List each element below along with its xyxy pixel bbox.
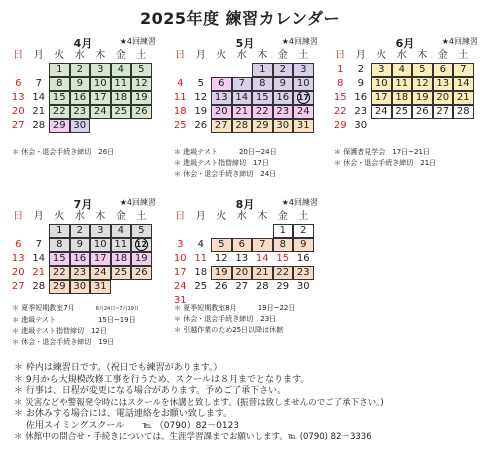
day-cell: 17 [90, 91, 111, 105]
month-may [170, 35, 320, 133]
day-cell: 8 [337, 78, 344, 89]
day-cell: 2 [273, 63, 294, 77]
day-cell: 10 [90, 77, 111, 91]
day-cell: 12 [131, 238, 152, 252]
day-cell: 3 [90, 63, 111, 77]
day-cell: 18 [194, 267, 208, 278]
day-cell: 28 [255, 281, 269, 292]
weekday-label: 日 [175, 211, 186, 222]
day-cell: 30 [70, 280, 91, 294]
weekday-label: 月 [355, 50, 366, 61]
day-cell: 15 [49, 91, 70, 105]
day-cell: 20 [11, 106, 25, 117]
day-cell: 13 [211, 91, 232, 105]
day-cell: 23 [354, 106, 368, 117]
month-practice-note: ★4回練習 [281, 37, 318, 46]
day-cell: 19 [131, 252, 152, 266]
day-cell: 4 [177, 78, 184, 89]
day-cell: 25 [111, 105, 132, 119]
weekday-label: 日 [175, 50, 186, 61]
month-april [8, 35, 158, 133]
footer-note: ＊ 災害などや警報発令時にはスクールを休講と致します。(振替は致しませんのでご了承下さい。) [14, 397, 384, 408]
day-cell: 11 [111, 238, 132, 252]
day-cell: 13 [11, 92, 25, 103]
day-cell: 2 [70, 63, 91, 77]
weekday-label: 火 [54, 211, 65, 222]
day-cell: 22 [333, 106, 347, 117]
day-cell: 6 [232, 238, 253, 252]
day-cell: 1 [252, 63, 273, 77]
day-cell: 24 [90, 266, 111, 280]
day-cell: 10 [371, 77, 392, 91]
footer-note: ＊ 休館中の問合せ・手続きについては、生涯学習課までお願いします。℡ (0790) 82－3336 [14, 432, 372, 442]
note-item: ＊ 保護者見学会 17日~21日 [334, 148, 430, 156]
note-item: ＊ 休会・退会手続き締切 21日 [334, 159, 437, 167]
weekday-label: 土 [136, 50, 147, 61]
day-cell: 15 [276, 253, 290, 264]
day-cell: 30 [70, 119, 91, 133]
june-notes [334, 147, 436, 169]
day-cell: 6 [433, 63, 454, 77]
day-cell: 3 [177, 239, 184, 250]
month-name: 7月 [73, 198, 93, 211]
day-cell: 22 [49, 105, 70, 119]
day-cell: 22 [273, 266, 294, 280]
day-cell: 21 [252, 266, 273, 280]
day-cell: 18 [173, 106, 187, 117]
day-cell: 27 [11, 281, 25, 292]
day-cell: 5 [412, 63, 433, 77]
day-cell: 26 [131, 105, 152, 119]
day-cell: 14 [32, 253, 46, 264]
month-practice-note: ★4回練習 [119, 37, 156, 46]
day-cell: 19 [131, 91, 152, 105]
day-cell: 25 [111, 266, 132, 280]
day-cell: 24 [90, 105, 111, 119]
weekday-label: 月 [195, 211, 206, 222]
day-cell: 14 [255, 253, 269, 264]
day-cell: 29 [252, 119, 273, 133]
month-name: 5月 [235, 37, 255, 50]
footer-note: ＊ お休みする場合には、電話連絡をお願い致します。 [14, 409, 233, 419]
day-cell: 30 [354, 120, 368, 131]
day-cell: 24 [371, 105, 392, 119]
weekday-label: 金 [115, 50, 126, 61]
footer-note: ＊ 行事は、日程が変更になる場合があります。予めご了承下さい。 [14, 386, 287, 396]
day-cell: 20 [211, 105, 232, 119]
day-cell: 15 [333, 92, 347, 103]
day-cell: 28 [453, 105, 474, 119]
day-cell: 23 [273, 105, 294, 119]
day-cell: 8 [49, 238, 70, 252]
day-cell: 3 [90, 224, 111, 238]
day-cell: 13 [433, 77, 454, 91]
day-cell: 27 [11, 120, 25, 131]
weekday-label: 木 [95, 50, 106, 61]
day-cell: 7 [453, 63, 474, 77]
note-item: ＊ 進級テスト 20日~24日 [174, 148, 277, 156]
weekday-label: 土 [458, 50, 469, 61]
day-cell: 2 [293, 224, 314, 238]
day-cell: 23 [293, 266, 314, 280]
day-cell: 30 [296, 281, 310, 292]
note-item: ＊ 休会・退会手続き締切 26日 [12, 148, 115, 156]
weekday-label: 火 [216, 211, 227, 222]
day-cell: 1 [49, 63, 70, 77]
month-june [330, 35, 480, 133]
weekday-label: 木 [417, 50, 428, 61]
day-cell: 13 [11, 253, 25, 264]
note-item: ＊ 進級テスト指替締切 17日 [174, 159, 269, 167]
day-cell: 4 [111, 224, 132, 238]
day-cell: 16 [70, 252, 91, 266]
day-cell: 29 [49, 280, 70, 294]
day-cell: 5 [211, 238, 232, 252]
day-cell: 2 [70, 224, 91, 238]
day-cell: 8 [273, 238, 294, 252]
note-item: ＊ 引越作業のため25日以降は休館 [174, 326, 284, 334]
day-cell: 30 [273, 119, 294, 133]
day-cell: 29 [276, 281, 290, 292]
note-item: ＊ 休会・退会手続き締切 19日 [12, 338, 115, 346]
weekday-label: 土 [298, 211, 309, 222]
day-cell: 27 [235, 281, 249, 292]
may-notes [174, 147, 277, 180]
day-cell: 7 [35, 78, 42, 89]
day-cell: 9 [293, 238, 314, 252]
day-cell: 27 [211, 119, 232, 133]
day-cell: 5 [197, 78, 204, 89]
day-cell: 5 [131, 63, 152, 77]
weekday-label: 土 [136, 211, 147, 222]
weekday-label: 木 [257, 50, 268, 61]
day-cell: 16 [70, 91, 91, 105]
day-cell: 2 [357, 64, 364, 75]
day-cell: 6 [211, 77, 232, 91]
day-cell: 8 [252, 77, 273, 91]
weekday-label: 火 [54, 50, 65, 61]
month-practice-note: ★4回練習 [119, 198, 156, 207]
weekday-label: 木 [95, 211, 106, 222]
day-cell: 20 [232, 266, 253, 280]
day-cell: 9 [70, 238, 91, 252]
day-cell: 10 [293, 77, 314, 91]
day-cell: 14 [32, 92, 46, 103]
weekday-label: 金 [437, 50, 448, 61]
august-notes [174, 303, 295, 336]
month-practice-note: ★4回練習 [281, 198, 318, 207]
day-cell: 16 [273, 91, 294, 105]
weekday-label: 月 [33, 211, 44, 222]
day-cell: 11 [392, 77, 413, 91]
day-cell: 4 [111, 63, 132, 77]
day-cell: 29 [333, 120, 347, 131]
weekday-label: 日 [13, 211, 24, 222]
day-cell: 10 [173, 253, 187, 264]
month-july [8, 196, 158, 294]
weekday-label: 水 [74, 211, 85, 222]
day-cell: 22 [252, 105, 273, 119]
day-cell: 26 [412, 105, 433, 119]
day-cell: 24 [173, 281, 187, 292]
day-cell: 19 [412, 91, 433, 105]
weekday-label: 土 [298, 50, 309, 61]
footer-note: ＊ 枠内は練習日です。（祝日でも練習があります。） [14, 363, 223, 373]
day-cell: 1 [49, 224, 70, 238]
day-cell: 25 [194, 281, 208, 292]
day-cell: 20 [11, 267, 25, 278]
footer-note: 佐用スイミングスクール ℡ （0790）82－0123 [14, 420, 240, 431]
day-cell: 1 [337, 64, 344, 75]
page-title: 2025年度 練習カレンダー [139, 9, 341, 28]
day-cell: 31 [293, 119, 314, 133]
day-cell: 16 [296, 253, 310, 264]
day-cell: 29 [49, 119, 70, 133]
note-item: ＊ 休会・退会手続き締切 23日 [174, 315, 277, 323]
day-cell: 23 [70, 105, 91, 119]
weekday-label: 日 [335, 50, 346, 61]
day-cell: 19 [194, 106, 208, 117]
day-cell: 9 [357, 78, 364, 89]
day-cell: 26 [214, 281, 228, 292]
note-item: ＊ 休会・退会手続き締切 24日 [174, 170, 277, 178]
day-cell: 17 [371, 91, 392, 105]
note-item: ＊ 夏季短期教室7月 6月24日~7月19日 [12, 304, 139, 312]
july-notes [12, 303, 139, 348]
weekday-label: 火 [376, 50, 387, 61]
weekday-label: 水 [236, 211, 247, 222]
weekday-label: 金 [277, 211, 288, 222]
day-cell: 31 [90, 280, 111, 294]
note-item: ＊ 進級テスト指替締切 12日 [12, 327, 107, 335]
april-notes [12, 147, 114, 158]
day-cell: 15 [252, 91, 273, 105]
note-item: ＊ 夏季短期教室8月 19日~22日 [174, 304, 296, 312]
day-cell: 17 [293, 91, 314, 105]
day-cell: 15 [49, 252, 70, 266]
day-cell: 9 [70, 77, 91, 91]
day-cell: 11 [111, 77, 132, 91]
day-cell: 12 [214, 253, 228, 264]
day-cell: 26 [194, 120, 208, 131]
month-practice-note: ★4回練習 [441, 37, 478, 46]
day-cell: 31 [173, 295, 187, 306]
footer-notes [14, 363, 384, 444]
day-cell: 18 [111, 252, 132, 266]
day-cell: 24 [293, 105, 314, 119]
day-cell: 12 [131, 77, 152, 91]
weekday-label: 水 [396, 50, 407, 61]
day-cell: 21 [453, 91, 474, 105]
day-cell: 27 [433, 105, 454, 119]
weekday-label: 木 [257, 211, 268, 222]
weekday-label: 火 [216, 50, 227, 61]
day-cell: 7 [35, 239, 42, 250]
day-cell: 6 [15, 78, 22, 89]
day-cell: 25 [392, 105, 413, 119]
day-cell: 28 [232, 119, 253, 133]
weekday-label: 月 [195, 50, 206, 61]
day-cell: 21 [232, 105, 253, 119]
month-name: 8月 [235, 198, 255, 211]
day-cell: 1 [273, 224, 294, 238]
weekday-label: 月 [33, 50, 44, 61]
day-cell: 17 [173, 267, 187, 278]
day-cell: 25 [173, 120, 187, 131]
day-cell: 17 [90, 252, 111, 266]
day-cell: 18 [111, 91, 132, 105]
day-cell: 11 [194, 253, 208, 264]
day-cell: 7 [232, 77, 253, 91]
day-cell: 12 [194, 92, 208, 103]
month-name: 6月 [395, 37, 415, 50]
day-cell: 13 [235, 253, 249, 264]
day-cell: 3 [293, 63, 314, 77]
day-cell: 8 [49, 77, 70, 91]
day-cell: 18 [392, 91, 413, 105]
footer-note: ＊ 9月から大規模改修工事を行うため、スクールは８月までとなります。 [14, 374, 310, 385]
weekday-label: 金 [115, 211, 126, 222]
month-name: 4月 [73, 37, 93, 50]
weekday-label: 日 [13, 50, 24, 61]
day-cell: 14 [453, 77, 474, 91]
day-cell: 26 [131, 266, 152, 280]
day-cell: 28 [32, 120, 46, 131]
day-cell: 11 [173, 92, 187, 103]
weekday-label: 水 [74, 50, 85, 61]
day-cell: 20 [433, 91, 454, 105]
note-item: ＊ 進級テスト 15日~19日 [12, 316, 136, 324]
weekday-label: 金 [277, 50, 288, 61]
day-cell: 4 [392, 63, 413, 77]
day-cell: 16 [354, 92, 368, 103]
day-cell: 9 [273, 77, 294, 91]
day-cell: 5 [131, 224, 152, 238]
day-cell: 21 [32, 106, 46, 117]
day-cell: 12 [412, 77, 433, 91]
day-cell: 14 [232, 91, 253, 105]
day-cell: 7 [252, 238, 273, 252]
day-cell: 6 [15, 239, 22, 250]
day-cell: 23 [70, 266, 91, 280]
day-cell: 10 [90, 238, 111, 252]
day-cell: 4 [197, 239, 204, 250]
day-cell: 22 [49, 266, 70, 280]
day-cell: 3 [371, 63, 392, 77]
day-cell: 21 [32, 267, 46, 278]
weekday-label: 水 [236, 50, 247, 61]
day-cell: 28 [32, 281, 46, 292]
day-cell: 19 [211, 266, 232, 280]
month-august [170, 196, 320, 308]
